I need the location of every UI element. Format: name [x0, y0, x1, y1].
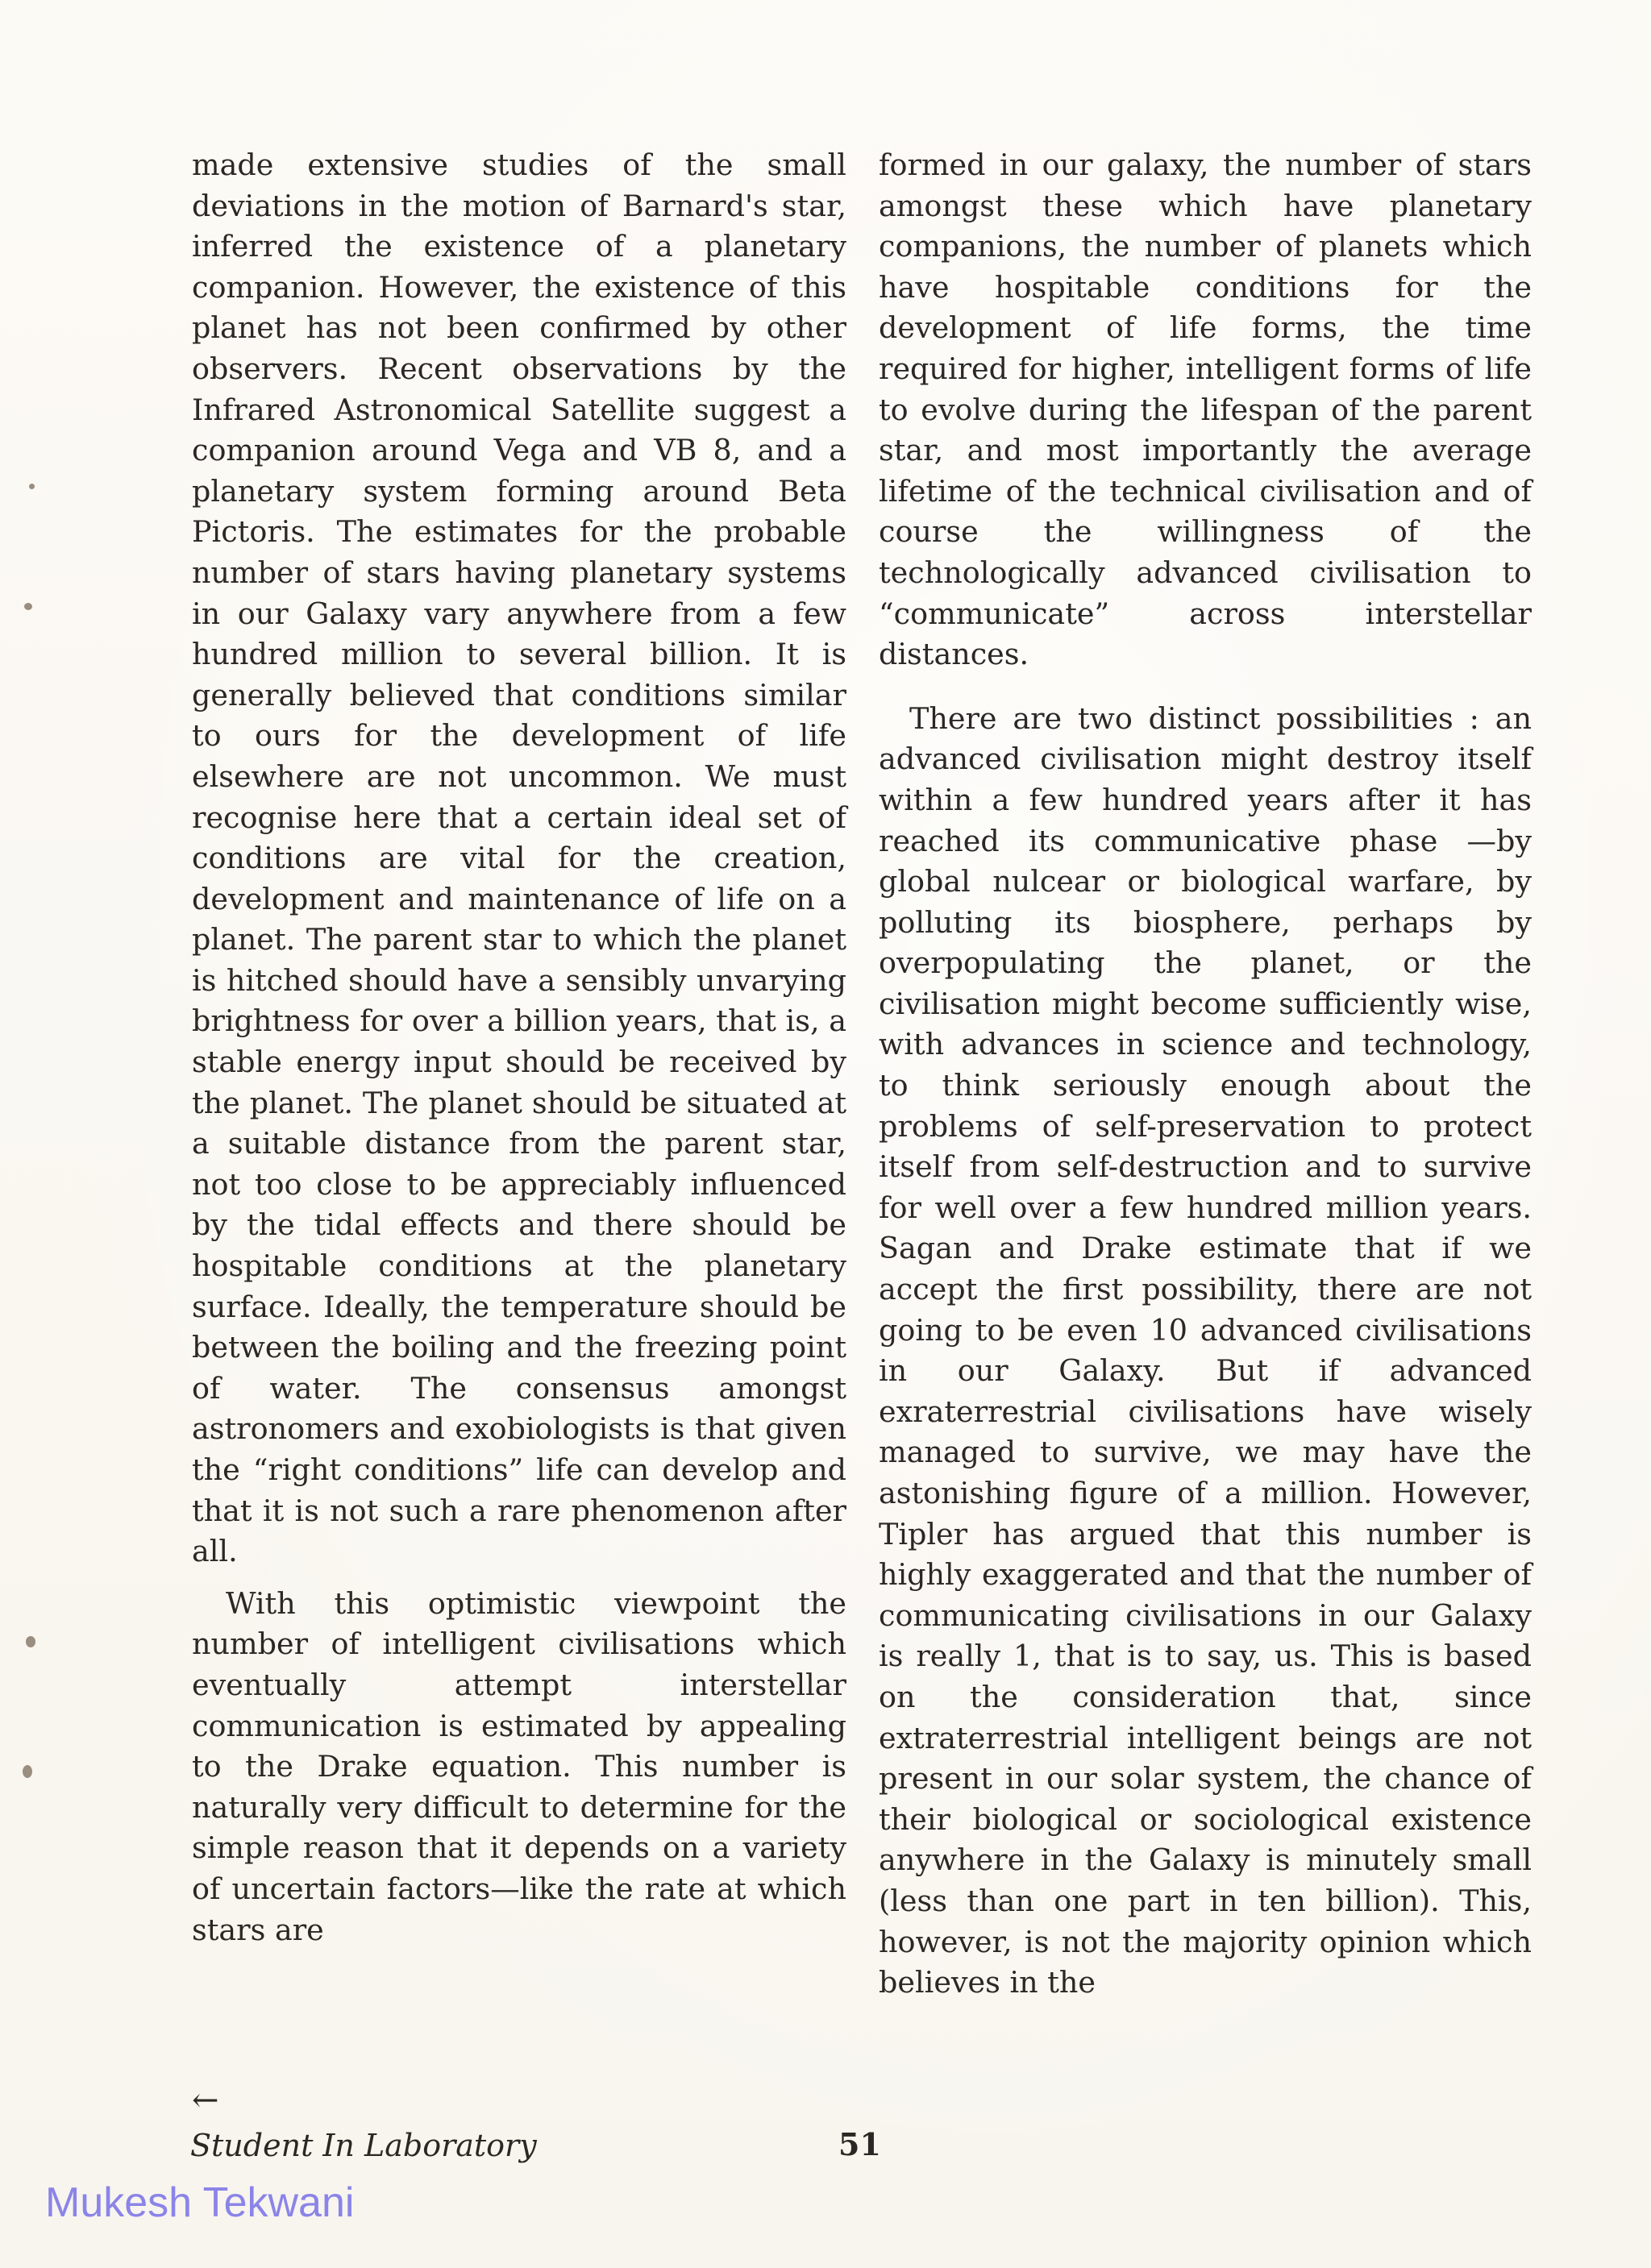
left-paragraph-1: made extensive studies of the small deviations in the motion of Barnard's star, inferred the existence of a planetary companion. However, the existence of this planet has not been confirmed by other observers. Recent observations by the Infrared Astronomical Satellite suggest a companion around Vega and VB 8, and a planetary system forming around Beta Pictoris. The estimates for the probable number of stars having planetary systems in our Galaxy vary anywhere from a few hundred million to several billion. It is generally believed that conditions similar to ours for the development of life elsewhere are not uncommon. We must recognise here that a certain ideal set of conditions are vital for the creation, development and maintenance of life on a planet. The parent star to which the planet is hitched should have a sensibly unvarying brightness for over a billion years, that is, a stable energy input should be received by the planet. The planet should be situated at a suitable distance from the parent star, not too close to be appreciably influenced by the tidal effects and there should be hospitable conditions at the planetary surface. Ideally, the temperature should be between the boiling and the freezing point of water. The consensus amongst astronomers and exobiologists is that given the “right conditions” life can develop and that it is not such a rare phenomenon after all.	[192, 147, 846, 1569]
left-paragraph-2: With this optimistic viewpoint the number of intelligent civilisations which eventually attempt interstellar communication is estimated by appealing to the Drake equation. This number is naturally very difficult to determine for the simple reason that it depends on a variety of uncertain factors—like the rate at which stars are	[192, 1585, 846, 1947]
margin-speck	[23, 1765, 32, 1778]
margin-speck	[26, 1636, 35, 1647]
journal-name: Student In Laboratory	[190, 2128, 537, 2163]
right-column	[879, 145, 1532, 2004]
right-paragraph-2: There are two distinct possibilities : an advanced civilisation might destroy itself within a few hundred years after it has reached its communicative phase —by global nulcear or biological warfare, by polluting its biosphere, perhaps by overpopulating the planet, or the civilisation might become sufficiently wise, with advances in science and technology, to think seriously enough about the problems of self-preservation to protect itself from self-destruction and to survive for well over a few hundred million years. Sagan and Drake estimate that if we accept the first possibility, there are not going to be even 10 advanced civilisations in our Galaxy. But if advanced exraterrestrial civilisations have wisely managed to survive, we may have the astonishing figure of a million. However, Tipler has argued that this number is highly exaggerated and that the number of communicating civilisations in our Galaxy is really 1, that is to say, us. This is based on the consideration that, since extraterrestrial intelligent beings are not present in our solar system, the chance of their biological or sociological existence anywhere in the Galaxy is minutely small (less than one part in ten billion). This, however, is not the majority opinion which believes in the	[879, 700, 1532, 2000]
margin-speck	[29, 484, 35, 489]
left-column	[192, 145, 846, 1950]
watermark: Mukesh Tekwani	[45, 2179, 355, 2226]
right-paragraph-1: formed in our galaxy, the number of stars amongst these which have planetary companions, the number of planets which have hospitable conditions for the development of life forms, the time required for higher, intelligent forms of life to evolve during the lifespan of the parent star, and most importantly the average lifetime of the technical civilisation and of course the willingness of the technologically advanced civilisation to “communicate” across interstellar distances.	[879, 147, 1532, 672]
margin-speck	[24, 603, 32, 610]
continue-arrow-icon: ←	[192, 2082, 219, 2119]
page-number: 51	[838, 2126, 881, 2162]
